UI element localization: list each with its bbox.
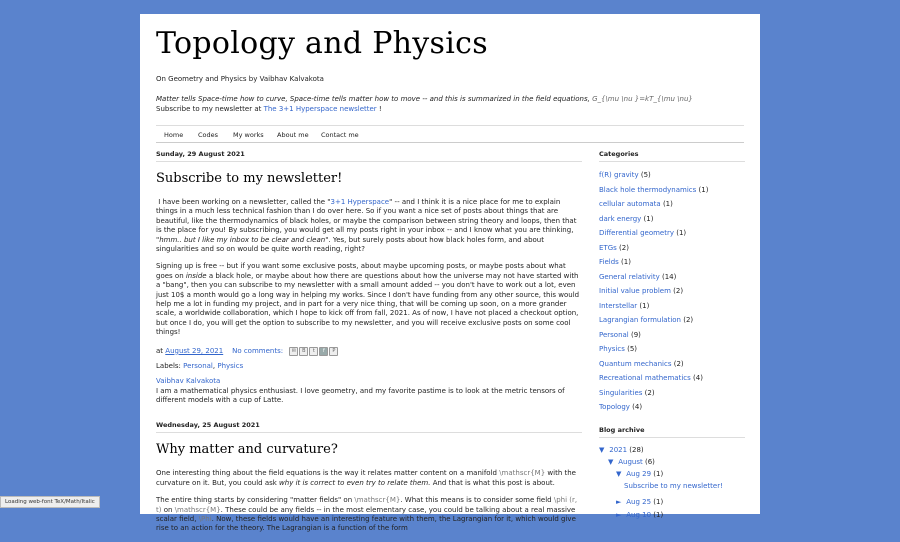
archive-week-link[interactable]: Aug 25 [626,498,652,507]
category-link[interactable]: General relativity [599,272,660,281]
category-count: (1) [662,200,673,208]
text-run: Signing up is free -- but if you want some exclusive posts, about maybe upcoming posts, or maybe posts about what goes on [156,262,566,280]
newsletter-suffix: ! [378,105,382,113]
category-item [599,371,745,386]
blog-page [140,14,760,533]
category-link[interactable]: Initial value problem [599,287,671,295]
post-date: Sunday, 29 August 2021 [156,150,582,162]
label-physics[interactable]: Physics [217,362,244,371]
share-buttons [289,346,339,356]
archive-week-link[interactable]: Aug 29 [626,469,652,478]
tab-my-works[interactable]: My works [233,131,264,139]
text-run: The entire thing starts by considering "matter fields" on [156,496,353,505]
italic-run: why it is correct to even try to relate them. [279,478,431,487]
category-item [599,313,745,328]
category-link[interactable]: Lagrangian formulation [599,316,681,324]
nav-tabs [156,125,744,143]
math-expr: \Phi [198,514,212,523]
category-count: (1) [621,258,631,266]
category-item [599,328,745,343]
text-run: One interesting thing about the field equations is the way it relates matter content on a manifold [156,469,497,478]
category-link[interactable]: Quantum mechanics [599,359,672,368]
category-item [599,342,745,357]
header-quote [156,94,756,114]
category-count: (1) [676,229,687,237]
tab-home[interactable]: Home [164,131,184,139]
category-link[interactable]: Physics [599,345,625,353]
category-item [599,183,745,198]
category-item [599,226,745,241]
text-run: on [163,505,173,514]
post-labels: Labels: Personal, Physics [156,362,244,371]
category-link[interactable]: cellular automata [599,200,661,208]
category-link[interactable]: Topology [599,403,630,411]
category-count: (1) [698,185,709,194]
text-run: . Now, these fields would have an interesting feature with them, the Lagrangian for it, which would give rise to an action for the theory. The Lagrangian is a function of the form [156,514,576,533]
expand-triangle-icon[interactable]: ► [616,498,622,507]
category-link[interactable]: Interstellar [599,301,638,310]
collapse-triangle-icon[interactable]: ▼ [599,445,605,454]
collapse-triangle-icon[interactable]: ▼ [608,457,614,466]
author-bio: I am a mathematical physics enthusiast. I love geometry, and my favorite pastime is to look at the metric tensors of different models with a cup of Latte. [156,386,565,404]
newsletter-prefix: Subscribe to my newsletter at [156,105,262,113]
post-paragraph [156,262,582,337]
expand-triangle-icon[interactable]: ► [616,510,622,519]
main-column [156,150,582,542]
category-link[interactable]: ETGs [599,243,617,252]
labels-label: Labels: [156,362,181,371]
category-count: (4) [632,403,643,411]
archive-year-link[interactable]: 2021 [609,445,628,454]
archive-week [599,496,745,508]
category-item [599,255,745,270]
archive-week [599,468,745,480]
category-link[interactable]: Black hole thermodynamics [599,185,697,194]
collapse-triangle-icon[interactable]: ▼ [616,469,622,478]
archive-count: (6) [644,457,655,466]
category-item [599,241,745,256]
category-item [599,299,745,314]
category-link[interactable]: dark energy [599,214,642,223]
archive-count: (1) [653,469,664,478]
post-subscribe [156,150,582,405]
archive-week-link[interactable]: Aug 10 [626,510,652,519]
blog-title[interactable]: Topology and Physics [156,26,488,61]
facebook-icon[interactable]: f [319,347,328,356]
category-item [599,270,745,285]
category-item [599,400,745,415]
post-title[interactable]: Subscribe to my newsletter! [156,171,343,186]
categories-title: Categories [599,150,745,162]
category-count: (2) [644,388,655,397]
newsletter-link[interactable]: The 3+1 Hyperspace newsletter [263,105,377,113]
email-icon[interactable]: ✉ [289,347,298,356]
quote-text: Matter tells Space-time how to curve, Space-time tells matter how to move -- and this is summarized in the field equations, [156,95,590,103]
hyperspace-link[interactable]: 3+1 Hyperspace [330,198,390,206]
category-link[interactable]: f(R) gravity [599,171,639,179]
archive-year [599,444,745,456]
category-count: (2) [673,359,684,368]
post-paragraph [156,496,582,534]
math-expr: \mathscr{M} [499,469,546,478]
math-expr: \mathscr{M} [174,505,221,514]
at-label: at [156,346,164,355]
archive-month-link[interactable]: August [618,457,643,466]
category-item [599,197,745,212]
text-run: . These could be any fields -- in the most elementary case, you could be talking about a real massive scalar field, [156,505,576,523]
category-link[interactable]: Singularities [599,388,643,397]
archive-count: (1) [653,510,664,519]
category-link[interactable]: Personal [599,330,629,339]
math-expr: \phi (r, t) [156,496,578,514]
author-name[interactable]: Vaibhav Kalvakota [156,376,221,385]
tab-contact-me[interactable]: Contact me [321,131,359,139]
blog-this-icon[interactable]: B [299,347,308,356]
post-paragraph [156,469,582,488]
category-count: (9) [631,330,641,339]
category-count: (4) [693,374,703,382]
post-title[interactable]: Why matter and curvature? [156,442,338,458]
category-item [599,357,745,372]
category-list [599,168,745,415]
quote-tex: G_{\mu \nu }=kT_{\mu \nu} [592,95,693,103]
category-count: (5) [640,171,651,179]
post-footer [156,346,582,356]
post-paragraph [156,198,582,254]
category-count: (1) [643,214,654,223]
text-run: with the curvature on it. But, you could ask [156,469,576,487]
blog-archive [599,426,745,521]
text-run: . What this means is to consider some field [400,496,552,505]
category-count: (2) [619,243,629,252]
label-personal[interactable]: Personal [183,362,213,371]
archive-post-link[interactable]: Subscribe to my newsletter! [624,482,723,491]
text-run: I have been working on a newsletter, called the " [158,198,331,206]
category-count: (2) [683,316,694,324]
text-run: ". Yes, but surely posts about how black holes form, and about singularities and so on would be quite worth reading, right? [156,235,544,254]
category-item [599,212,745,227]
post-timestamp-link[interactable]: August 29, 2021 [165,346,224,355]
post-matter-curvature [156,421,582,533]
tab-codes[interactable]: Codes [198,131,219,139]
comments-link[interactable]: No comments: [232,346,284,355]
tab-about-me[interactable]: About me [277,131,309,139]
post-date: Wednesday, 25 August 2021 [156,421,582,433]
category-item [599,284,745,299]
category-link[interactable]: Recreational mathematics [599,374,691,382]
category-item [599,168,745,183]
text-run: a black hole, or maybe about how there are questions about how the universe may not have started with a "bang", then you can subscribe to my newsletter with a small amount added -- you don't have to work out a lot, even just 10$ a month would go a long way in helping my works. Since I don't have funding from any other source, this would help me a lot in funding my project, and in part for a very nice thing, that will be coming up soon, on a more grander scale, a worldwide collaboration, which I hope to kick off from fall, 2021. As of now, I have not placed a checkout option, but once I do, you will get the option to subscribe to my newsletter, and you will receive exclusive posts on some cool things! [156,271,580,337]
category-count: (14) [661,272,677,281]
twitter-icon[interactable]: t [309,347,318,356]
italic-run: inside [185,271,207,280]
blog-description: On Geometry and Physics by Vaibhav Kalvakota [156,75,324,83]
category-count: (1) [639,301,650,310]
category-link[interactable]: Fields [599,258,619,266]
archive-count: (28) [629,445,644,454]
archive-count: (1) [653,498,664,507]
category-link[interactable]: Differential geometry [599,229,675,237]
category-item [599,386,745,401]
pinterest-icon[interactable]: P [329,347,338,356]
sidebar [599,150,745,521]
archive-month [599,456,745,468]
archive-title: Blog archive [599,426,745,438]
category-count: (5) [627,345,638,353]
archive-week [599,509,745,521]
italic-run: hmm.. but I like my inbox to be clear and clean [159,235,326,244]
category-count: (2) [673,287,684,295]
text-run: " -- and I think it is a nice place for me to explain things in a much less technical fashion than I do over here. So if you want a nice set of posts about things that are beautiful, like the thermodynamics of black holes, or maybe the comparison between string theory and loops, then that is the place for you! By subscribing, you would get all my posts right in your inbox -- and I know what you are thinking, " [156,198,577,244]
archive-post [599,480,745,492]
status-bar: Loading web-font TeX/Math/Italic [0,496,100,508]
math-expr: \mathscr{M} [354,496,401,505]
text-run: And that is what this post is about. [432,478,555,487]
